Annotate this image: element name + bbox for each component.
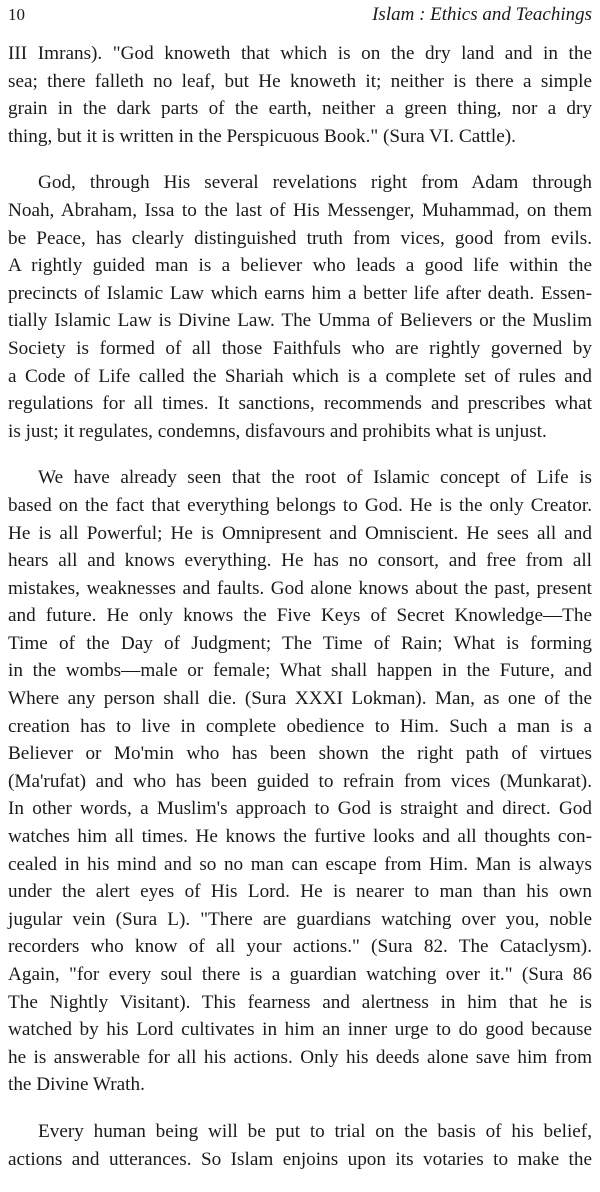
text-line: Time of the Day of Judgment; The Time of Rain; What is forming bbox=[8, 632, 592, 654]
text-line: precincts of Islamic Law which earns him a better life after death. Essen- bbox=[8, 282, 592, 304]
text-line: III Imrans). "God knoweth that which is on the dry land and in the bbox=[8, 43, 592, 64]
page-header bbox=[8, 4, 592, 28]
text-line: sea; there falleth no leaf, but He knoweth it; neither is there a simple bbox=[8, 70, 592, 92]
page-number: 10 bbox=[8, 5, 25, 24]
text-line: tially Islamic Law is Divine Law. The Umma of Believers or the Muslim bbox=[8, 310, 592, 332]
text-line: jugular vein (Sura L). "There are guardians watching over you, noble bbox=[8, 908, 592, 930]
text-line: be Peace, has clearly distinguished truth from vices, good from evils. bbox=[8, 227, 592, 249]
text-line: cealed in his mind and so no man can escape from Him. Man is always bbox=[8, 853, 592, 875]
text-line: recorders who know of all your actions." (Sura 82. The Cataclysm). bbox=[8, 936, 592, 958]
text-line: and future. He only knows the Five Keys of Secret Knowledge—The bbox=[8, 605, 592, 627]
paragraph bbox=[8, 1118, 592, 1173]
text-line: A rightly guided man is a believer who leads a good life within the bbox=[8, 255, 592, 277]
text-line: watched by his Lord cultivates in him an inner urge to do good because bbox=[8, 1019, 592, 1041]
text-line: under the alert eyes of His Lord. He is nearer to man than his own bbox=[8, 881, 592, 903]
running-title: Islam : Ethics and Teachings bbox=[372, 4, 592, 25]
text-line: watches him all times. He knows the furtive looks and all thoughts con- bbox=[8, 826, 592, 848]
text-line: actions and utterances. So Islam enjoins upon its votaries to make the bbox=[8, 1148, 592, 1170]
text-line: Every human being will be put to trial on the basis of his belief, bbox=[38, 1120, 592, 1142]
paragraph bbox=[8, 40, 592, 150]
text-line: thing, but it is written in the Perspicuous Book." (Sura VI. Cattle). bbox=[8, 125, 516, 147]
text-line: regulations for all times. It sanctions, recommends and prescribes what bbox=[8, 393, 592, 415]
text-line: The Nightly Visitant). This fearness and alertness in him that he is bbox=[8, 991, 592, 1013]
text-line: he is answerable for all his actions. Only his deeds alone save him from bbox=[8, 1046, 592, 1068]
text-line: based on the fact that everything belongs to God. He is the only Creator. bbox=[8, 494, 592, 516]
text-line: in the wombs—male or female; What shall happen in the Future, and bbox=[8, 660, 592, 682]
text-line: the Divine Wrath. bbox=[8, 1074, 145, 1096]
text-line: Noah, Abraham, Issa to the last of His Messenger, Muhammad, on them bbox=[8, 199, 592, 221]
text-line: In other words, a Muslim's approach to God is straight and direct. God bbox=[8, 798, 592, 820]
paragraph bbox=[8, 169, 592, 445]
text-line: is just; it regulates, condemns, disfavours and prohibits what is unjust. bbox=[8, 420, 547, 442]
text-line: Society is formed of all those Faithfuls who are rightly governed by bbox=[8, 337, 592, 359]
text-line: mistakes, weaknesses and faults. God alone knows about the past, present bbox=[8, 577, 592, 599]
paragraph bbox=[8, 464, 592, 1099]
text-line: grain in the dark parts of the earth, neither a green thing, nor a dry bbox=[8, 98, 592, 120]
text-line: He is all Powerful; He is Omnipresent and Omniscient. He sees all and bbox=[8, 522, 592, 544]
body-text bbox=[8, 40, 592, 1192]
text-line: Where any person shall die. (Sura XXXI Lokman). Man, as one of the bbox=[8, 688, 592, 710]
text-line: Believer or Mo'min who has been shown the right path of virtues bbox=[8, 743, 592, 765]
text-line: We have already seen that the root of Islamic concept of Life is bbox=[38, 467, 592, 489]
text-line: hears all and knows everything. He has no consort, and free from all bbox=[8, 550, 592, 572]
text-line: creation has to live in complete obedience to Him. Such a man is a bbox=[8, 715, 592, 737]
text-line: God, through His several revelations right from Adam through bbox=[38, 172, 592, 194]
text-line: a Code of Life called the Shariah which is a complete set of rules and bbox=[8, 365, 592, 387]
text-line: (Ma'rufat) and who has been guided to refrain from vices (Munkarat). bbox=[8, 770, 592, 792]
text-line: Again, "for every soul there is a guardian watching over it." (Sura 86 bbox=[8, 964, 592, 985]
